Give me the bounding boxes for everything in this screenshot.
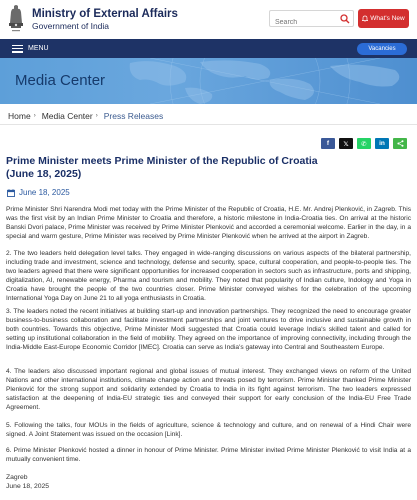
- article-title: Prime Minister meets Prime Minister of the Republic of Croatia (June 18, 2025): [6, 155, 318, 180]
- article-paragraph: 5. Following the talks, four MOUs in the fields of agriculture, science & technology and culture, and on renewal of a Hindi Chair were signed. A Joint Statement was issued on the occasion [Link].: [6, 422, 411, 438]
- search-input[interactable]: [270, 15, 332, 30]
- site-header: [0, 0, 417, 38]
- main-nav: [0, 39, 417, 58]
- breadcrumb-home[interactable]: Home: [8, 111, 31, 121]
- page-title: Media Center: [15, 72, 106, 89]
- national-emblem-icon[interactable]: [6, 3, 26, 34]
- x-share-button[interactable]: [339, 138, 353, 149]
- share-icon: [397, 140, 404, 147]
- linkedin-share-button[interactable]: [375, 138, 389, 149]
- chevron-right-icon: ›: [95, 113, 98, 119]
- search-box: [269, 10, 354, 27]
- calendar-icon: [7, 189, 15, 197]
- article-paragraph: Prime Minister Shri Narendra Modi met today with the Prime Minister of the Republic of Croatia, H.E. Mr. Andrej Plenković, in Zagreb. This was the first visit by an Indian Prime Minister to Croatia and therefore, a historic milestone in India-Croatia ties. On arrival at the historic Banski Dvori palace, Prime Minister was received by Prime Minister Plenković and accorded a ceremonial welcome. Earlier in the day, in a special and warm gesture, Prime Minister was received by Prime Minister Plenković when he arrived at the airport in Zagreb.: [6, 206, 411, 240]
- search-icon[interactable]: [340, 14, 350, 24]
- article-paragraph: 6. Prime Minister Plenković hosted a dinner in honour of Prime Minister. Prime Minister invited Prime Minister Plenković to visit India at a mutually convenient time.: [6, 447, 411, 463]
- hamburger-icon: [12, 45, 23, 53]
- page-banner: [0, 58, 417, 104]
- breadcrumb-press-releases: Press Releases: [103, 111, 164, 121]
- date-text: June 18, 2025: [19, 188, 70, 197]
- menu-button[interactable]: [12, 42, 49, 55]
- whatsapp-icon: ✆: [361, 140, 367, 148]
- ministry-title[interactable]: Ministry of External Affairs: [32, 8, 178, 20]
- x-icon: 𝕏: [343, 140, 349, 148]
- breadcrumb: [8, 111, 163, 121]
- whats-new-label: What's New: [370, 15, 405, 22]
- divider: [0, 124, 417, 125]
- article-paragraph: 3. The leaders noted the recent initiatives at building start-up and innovation partnerships. They recognized the need to encourage greater business-to-business collaboration and facilitate investment partnerships and joint ventures to drive inclusive and sustainable growth in both countries. Towards this objective, Prime Minister Modi suggested that Croatia could leverage India's skilled talent and called for setting up institutional collaboration in the field of mobility. They agreed on the importance of improving connectivity, including through the India-Middle East-Europe Economic Corridor [IMEC]. Croatia can serve as India's gateway into Central and Southeastern Europe.: [6, 308, 411, 351]
- generic-share-button[interactable]: [393, 138, 407, 149]
- menu-label: MENU: [28, 45, 49, 52]
- whatsapp-share-button[interactable]: [357, 138, 371, 149]
- article-signoff: [6, 473, 49, 491]
- breadcrumb-media-center[interactable]: Media Center: [41, 111, 93, 121]
- linkedin-icon: in: [379, 140, 385, 147]
- share-bar: [321, 138, 407, 149]
- vacancies-button[interactable]: Vacancies: [357, 43, 407, 55]
- signoff-place: Zagreb: [6, 474, 28, 481]
- signoff-date: June 18, 2025: [6, 483, 50, 490]
- chevron-right-icon: ›: [33, 113, 36, 119]
- article-date: [7, 188, 70, 197]
- facebook-share-button[interactable]: [321, 138, 335, 149]
- facebook-icon: f: [326, 140, 330, 147]
- article-paragraph: 2. The two leaders held delegation level talks. They engaged in wide-ranging discussions on various aspects of the bilateral partnership, including trade and investment, science and technology, defense and security, space, cultural cooperation, and people-to-people ties. The two leaders agreed that there were significant opportunities for increased cooperation in sectors such as infrastructure, ports and shipping, digitalization, AI, renewable energy, Pharma and tourism and mobility. They noted that popularity of Indian culture, Indology and Yoga in Croatia have brought the people of the two countries closer. Prime Minister conveyed wishes for the celebration of the upcoming International Yoga Day on June 21 to all yoga enthusiasts in Croatia.: [6, 250, 411, 302]
- article-paragraph: 4. The leaders also discussed important regional and global issues of mutual interest. They exchanged views on reform of the United Nations and other international institutions, climate change action and threats posed by terrorism. Prime Minister thanked Prime Minister Plenković for the strong support and solidarity extended by Croatia to India in its fight against terrorism. The two leaders expressed satisfaction at the deepening of India-EU strategic ties and conveyed their support for early conclusion of the India-EU Free Trade Agreement.: [6, 368, 411, 411]
- ministry-subtitle: Government of India: [32, 21, 110, 31]
- bell-icon: [362, 15, 368, 22]
- whats-new-button[interactable]: [358, 9, 409, 28]
